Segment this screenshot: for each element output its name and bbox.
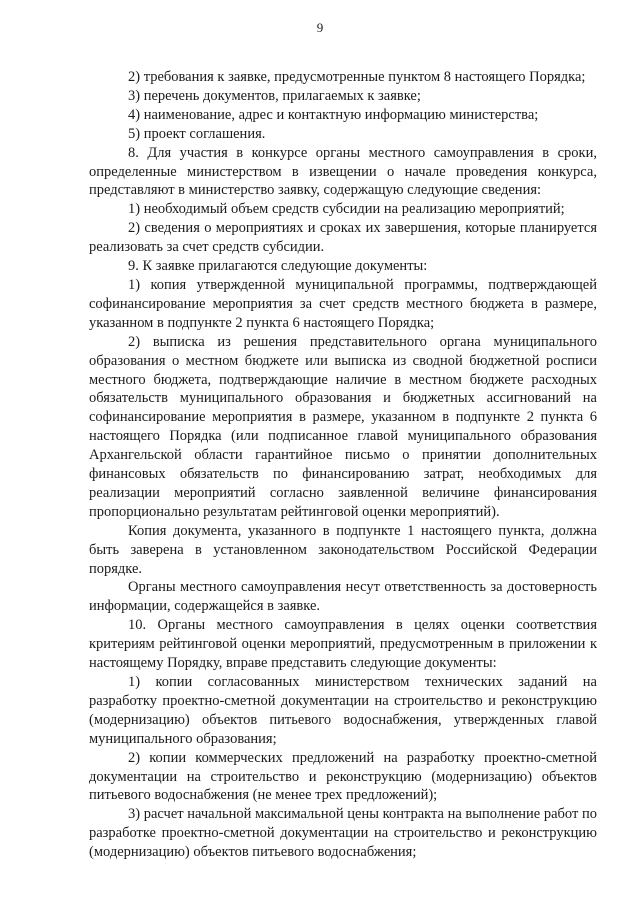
paragraph: 2) требования к заявке, предусмотренные пунктом 8 настоящего Порядка; [128, 69, 586, 85]
paragraph: 1) копия утвержденной муниципальной программы, подтверждающей софинансирование мероприятия за счет средств местного бюджета в размере, указанном в подпункте 2 пункта 6 настоящего Порядка; [89, 276, 597, 331]
paragraph: Копия документа, указанного в подпункте 1 настоящего пункта, должна быть заверена в установленном законодательством Российской Федерации порядке. [89, 522, 597, 577]
paragraph: Органы местного самоуправления несут ответственность за достоверность информации, содержащейся в заявке. [89, 579, 597, 615]
paragraph: 4) наименование, адрес и контактную информацию министерства; [128, 106, 539, 123]
paragraph: 2) выписка из решения представительного органа муниципального образования о местном бюджете или выписка из сводной бюджетной росписи местного бюджета, подтверждающие наличие в местном бюджете расходных обязательств муниципального образования и бюджетных ассигнований на софинансирование мероприятия в размере, указанном в подпункте 2 пункта 6 настоящего Порядка (или подписанное главой муниципального образования Архангельской области гарантийное письмо о принятии дополнительных финансовых обязательств по финансированию затрат, необходимых для реализации мероприятий согласно заявленной величине финансирования пропорционально результатам рейтинговой оценки мероприятий). [89, 333, 597, 520]
document-body [89, 68, 597, 862]
paragraph: 5) проект соглашения. [128, 125, 266, 142]
paragraph: 3) перечень документов, прилагаемых к заявке; [128, 87, 421, 104]
paragraph: 2) сведения о мероприятиях и сроках их завершения, которые планируется реализовать за счет средств субсидии. [89, 220, 597, 256]
paragraph: 3) расчет начальной максимальной цены контракта на выполнение работ по разработке проектно-сметной документации на строительство и реконструкцию (модернизацию) объектов питьевого водоснабжения; [89, 806, 597, 861]
paragraph: 8. Для участия в конкурсе органы местного самоуправления в сроки, определенные министерством в извещении о начале проведения конкурса, представляют в министерство заявку, содержащую следующие сведения: [89, 144, 597, 199]
paragraph: 10. Органы местного самоуправления в целях оценки соответствия критериям рейтинговой оценки мероприятий, предусмотренным в приложении к настоящему Порядку, вправе представить следующие документы: [89, 617, 597, 672]
paragraph: 1) необходимый объем средств субсидии на реализацию мероприятий; [128, 201, 565, 218]
paragraph: 2) копии коммерческих предложений на разработку проектно-сметной документации на строительство и реконструкцию (модернизацию) объектов питьевого водоснабжения (не менее трех предложений); [89, 749, 597, 804]
paragraph: 9. К заявке прилагаются следующие документы: [128, 258, 428, 275]
paragraph: 1) копии согласованных министерством технических заданий на разработку проектно-сметной документации на строительство и реконструкцию (модернизацию) объектов питьевого водоснабжения, утвержденных главой муниципального образования; [89, 674, 597, 747]
page-number: 9 [316, 20, 324, 35]
